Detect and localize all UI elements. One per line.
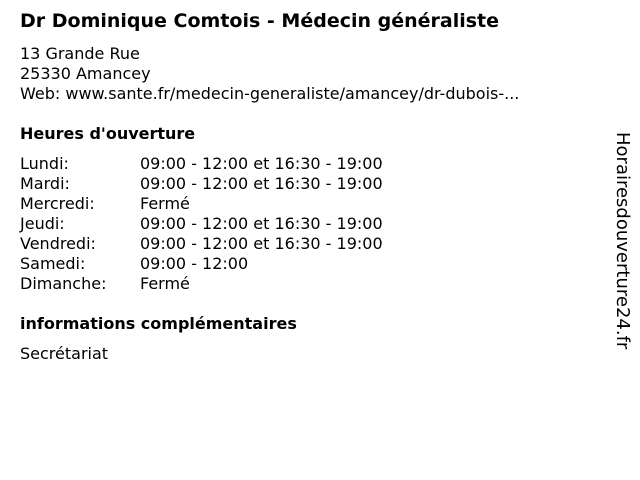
additional-info-heading: informations complémentaires [20, 314, 297, 333]
day-label: Mercredi: [20, 194, 95, 213]
time-value: 09:00 - 12:00 et 16:30 - 19:00 [140, 174, 383, 193]
website-line: Web: www.sante.fr/medecin-generaliste/amancey/dr-dubois-... [20, 84, 520, 103]
opening-hours-heading: Heures d'ouverture [20, 124, 196, 143]
time-value: Fermé [140, 274, 190, 293]
site-watermark: Horairesdouverture24.fr [612, 132, 633, 350]
city-postal: 25330 Amancey [20, 64, 151, 83]
page-title: Dr Dominique Comtois - Médecin généraliste [20, 10, 500, 32]
day-label: Lundi: [20, 154, 69, 173]
time-value: 09:00 - 12:00 et 16:30 - 19:00 [140, 214, 383, 233]
day-label: Jeudi: [20, 214, 65, 233]
day-label: Dimanche: [20, 274, 107, 293]
additional-info-text: Secrétariat [20, 344, 109, 363]
time-value: 09:00 - 12:00 et 16:30 - 19:00 [140, 154, 383, 173]
day-label: Mardi: [20, 174, 70, 193]
day-label: Samedi: [20, 254, 86, 273]
time-value: 09:00 - 12:00 et 16:30 - 19:00 [140, 234, 383, 253]
day-label: Vendredi: [20, 234, 96, 253]
time-value: Fermé [140, 194, 190, 213]
address-block [20, 44, 519, 104]
street-address: 13 Grande Rue [20, 44, 140, 63]
time-value: 09:00 - 12:00 [140, 254, 249, 273]
